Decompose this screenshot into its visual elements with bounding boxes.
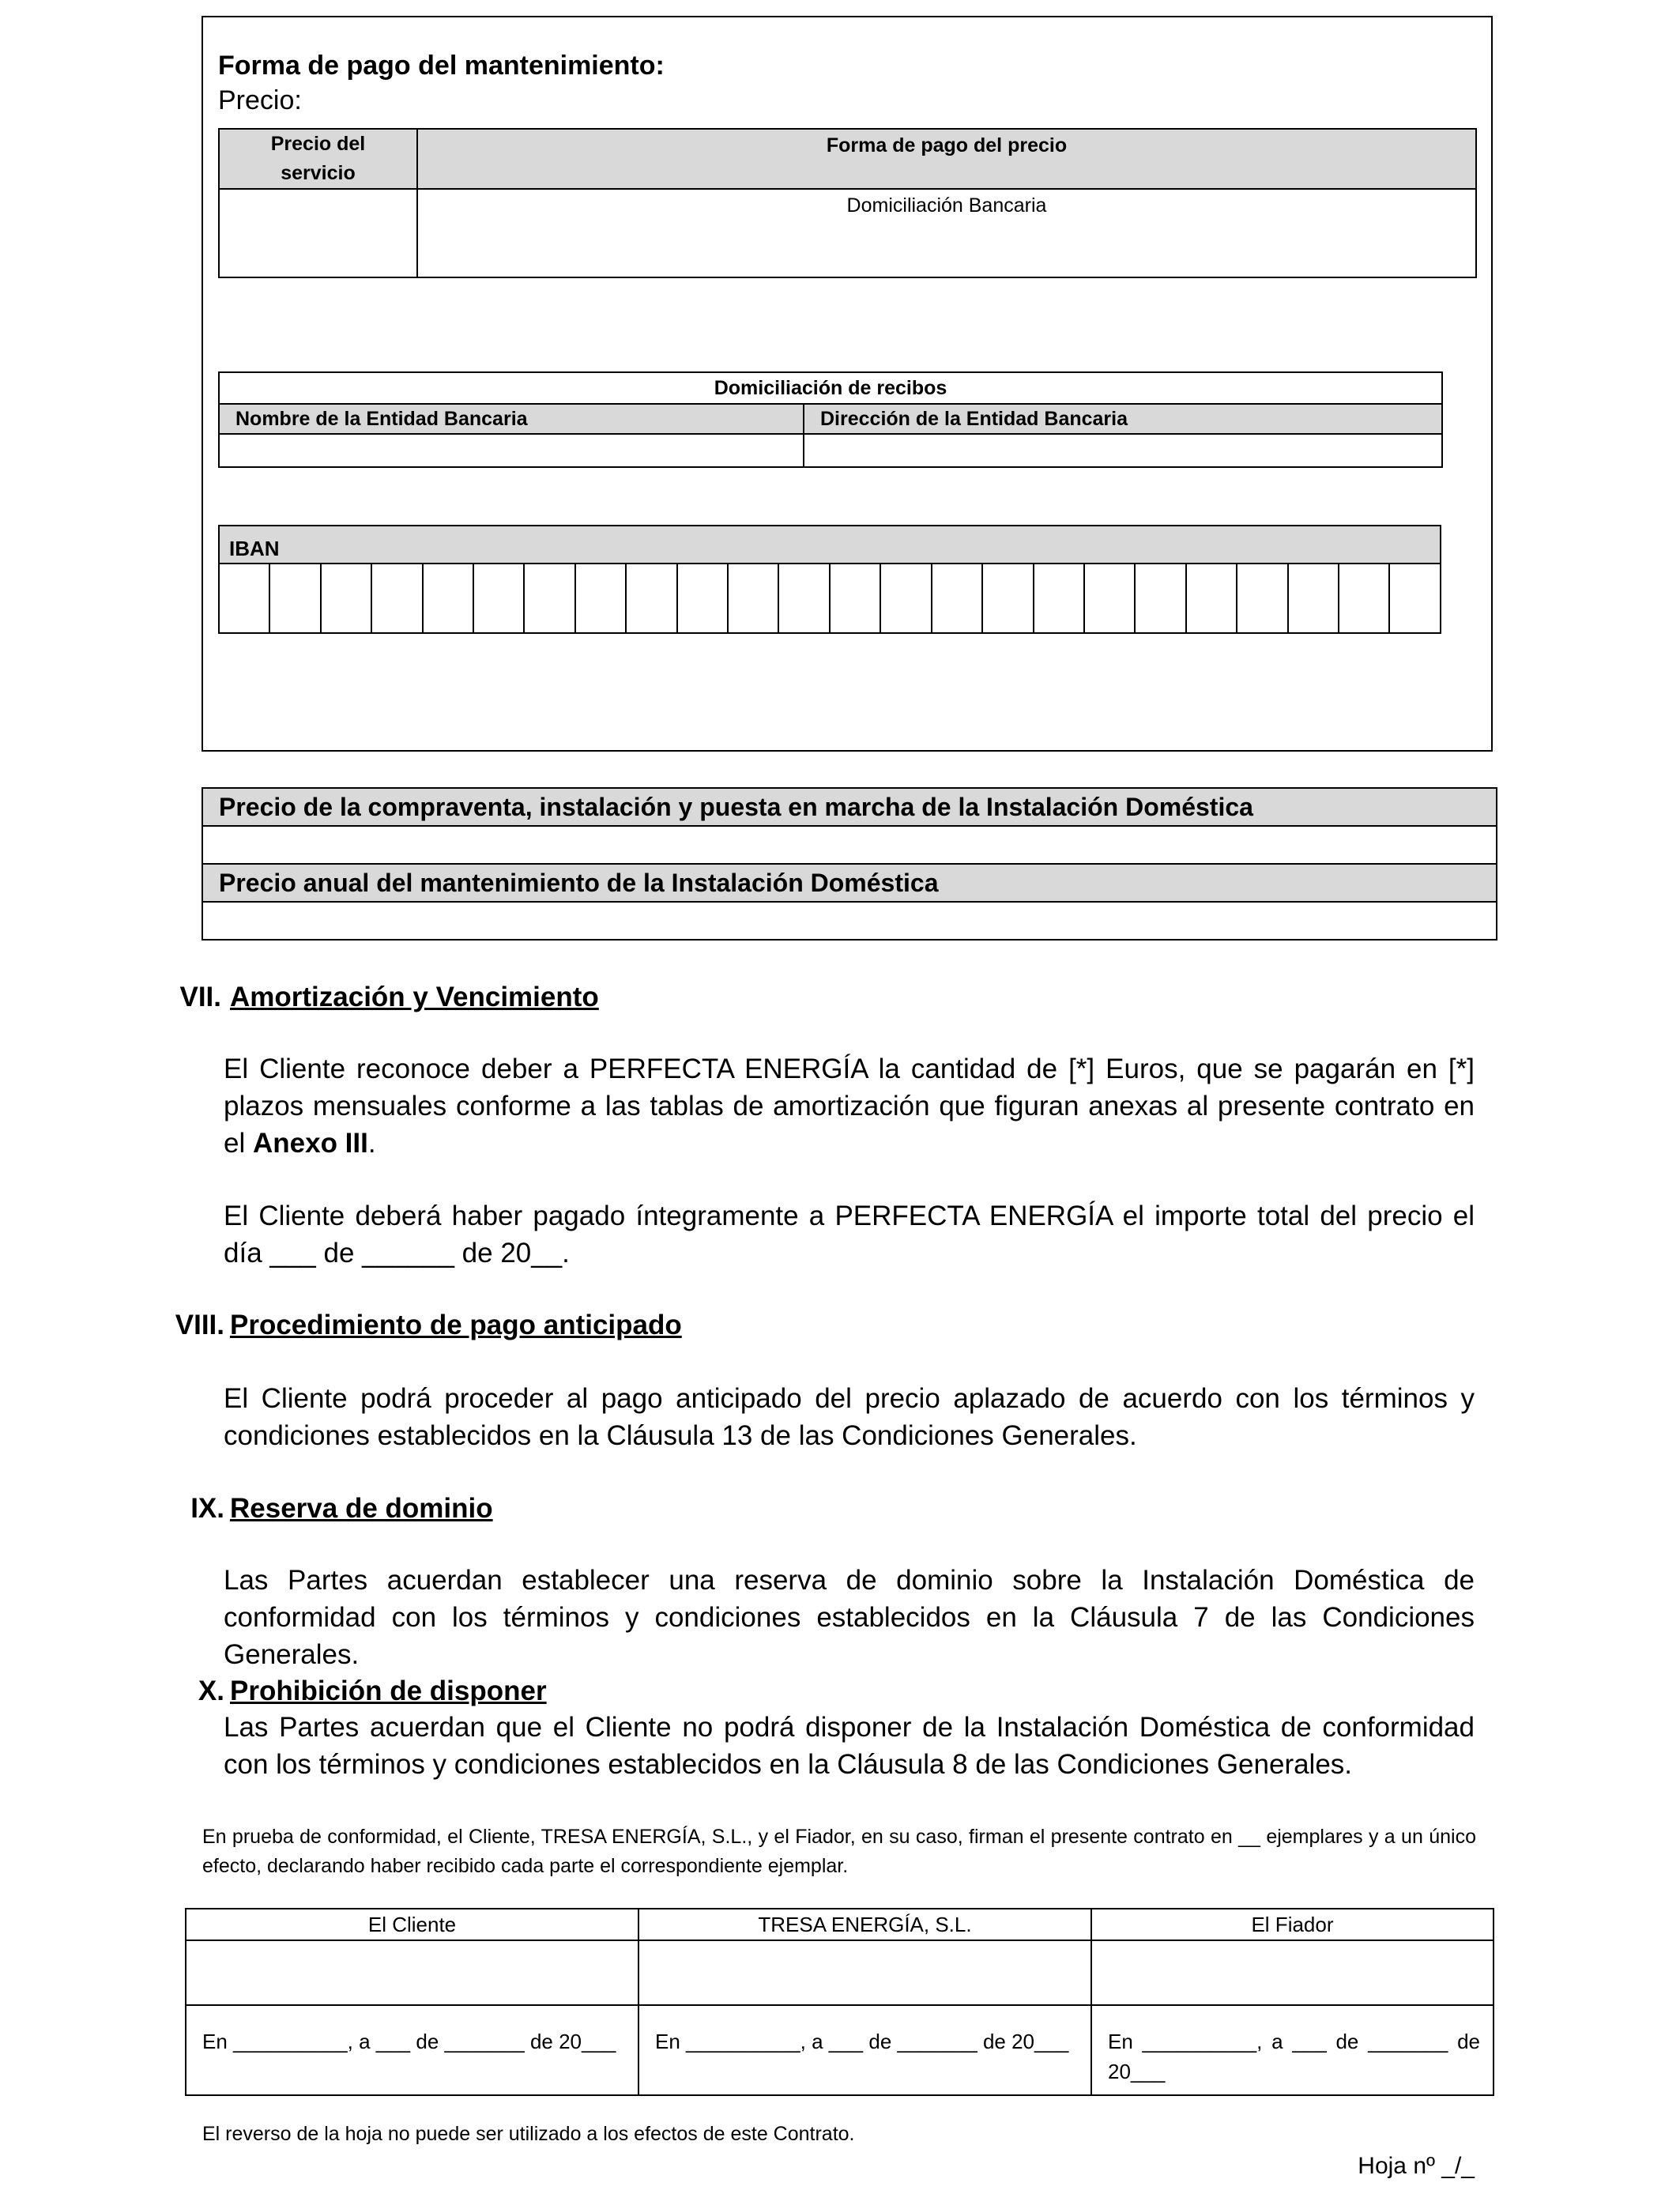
client-place-date: En __________, a ___ de _______ de 20___ <box>186 2005 638 2095</box>
iban-digit-cell[interactable] <box>778 564 829 633</box>
section-7-paragraph-1 <box>224 1050 1475 1162</box>
iban-digit-cell[interactable] <box>575 564 626 633</box>
reverse-note: El reverso de la hoja no puede ser utilizado a los efectos de este Contrato. <box>202 2123 855 2145</box>
iban-digit-cell[interactable] <box>677 564 728 633</box>
iban-digit-cell[interactable] <box>1389 564 1441 633</box>
bank-name-header: Nombre de la Entidad Bancaria <box>219 404 804 434</box>
iban-digit-cell[interactable] <box>1186 564 1237 633</box>
direct-debit-table <box>218 371 1443 468</box>
maintenance-price-header: Precio anual del mantenimiento de la Instalación Doméstica <box>202 864 1497 902</box>
signatures-table <box>185 1908 1494 2096</box>
section-9-paragraph: Las Partes acuerdan establecer una reserva de dominio sobre la Instalación Doméstica de conformidad con los términos y condiciones establecidos en la Cláusula 7 de las Condiciones Generales. <box>224 1565 1475 1670</box>
direct-debit-title: Domiciliación de recibos <box>219 372 1442 404</box>
section-7-paragraph-2: El Cliente deberá haber pagado íntegramente a PERFECTA ENERGÍA el importe total del precio el día ___ de ______ de 20__. <box>224 1201 1475 1269</box>
payment-method-header: Forma de pago del precio <box>417 129 1476 189</box>
price-label: Precio: <box>218 85 302 115</box>
section-10-title-text: Prohibición de disponer <box>230 1676 547 1706</box>
bank-address-header: Dirección de la Entidad Bancaria <box>804 404 1442 434</box>
iban-digit-cell[interactable] <box>423 564 473 633</box>
company-signature-field[interactable] <box>638 1940 1091 2005</box>
price-service-field[interactable] <box>219 189 417 277</box>
iban-digit-cell[interactable] <box>1135 564 1185 633</box>
section-8-paragraph: El Cliente podrá proceder al pago anticipado del precio aplazado de acuerdo con los términos y condiciones establecidos en la Cláusula 13 de las Condiciones Generales. <box>224 1383 1475 1451</box>
installation-prices-table <box>202 787 1497 941</box>
section-8-title-text: Procedimiento de pago anticipado <box>230 1310 682 1340</box>
bank-name-field[interactable] <box>219 434 804 467</box>
iban-table <box>218 525 1441 634</box>
section-10-title <box>230 1672 547 1710</box>
conformity-statement: En prueba de conformidad, el Cliente, TRESA ENERGÍA, S.L., y el Fiador, en su caso, firman el presente contrato en __ ejemplares y a un único efecto, declarando haber recibido cada parte el correspondiente ejemplar. <box>202 1826 1476 1877</box>
iban-digit-cell[interactable] <box>473 564 524 633</box>
section-9-number: IX. <box>190 1493 224 1524</box>
section-9-title <box>230 1490 493 1527</box>
guarantor-header: El Fiador <box>1091 1909 1494 1940</box>
annex-reference: Anexo III <box>252 1128 368 1159</box>
section-9-title-text: Reserva de dominio <box>230 1493 493 1524</box>
iban-label: IBAN <box>219 526 1441 564</box>
section-10-paragraph: Las Partes acuerdan que el Cliente no podrá disponer de la Instalación Doméstica de conformidad con los términos y condiciones establecidos en la Cláusula 8 de las Condiciones Generales. <box>224 1712 1475 1780</box>
iban-digit-cell[interactable] <box>1237 564 1287 633</box>
section-10-number: X. <box>198 1676 224 1706</box>
iban-digit-cell[interactable] <box>982 564 1033 633</box>
section-7-number: VII. <box>179 982 221 1012</box>
iban-digit-cell[interactable] <box>371 564 422 633</box>
iban-digit-cell[interactable] <box>728 564 778 633</box>
iban-digit-cell[interactable] <box>1288 564 1339 633</box>
iban-digit-cell[interactable] <box>1339 564 1389 633</box>
bank-address-field[interactable] <box>804 434 1442 467</box>
page-number: Hoja nº _/_ <box>1358 2153 1475 2179</box>
price-method-table <box>218 128 1477 278</box>
iban-digit-cell[interactable] <box>524 564 574 633</box>
price-service-header: Precio del servicio <box>219 129 417 189</box>
iban-digit-cell[interactable] <box>880 564 931 633</box>
payment-method-value: Domiciliación Bancaria <box>417 189 1476 277</box>
iban-digit-cell[interactable] <box>321 564 371 633</box>
company-place-date: En __________, a ___ de _______ de 20___ <box>638 2005 1091 2095</box>
company-header: TRESA ENERGÍA, S.L. <box>638 1909 1091 1940</box>
guarantor-place-date: En __________, a ___ de _______ de 20___ <box>1091 2005 1494 2095</box>
purchase-price-field[interactable] <box>202 826 1497 864</box>
maintenance-price-field[interactable] <box>202 902 1497 940</box>
iban-digit-cell[interactable] <box>269 564 320 633</box>
client-header: El Cliente <box>186 1909 638 1940</box>
iban-digit-cell[interactable] <box>932 564 982 633</box>
iban-digit-cell[interactable] <box>626 564 676 633</box>
purchase-price-header: Precio de la compraventa, instalación y puesta en marcha de la Instalación Doméstica <box>202 788 1497 826</box>
iban-digit-cell[interactable] <box>1084 564 1135 633</box>
section-8-title <box>230 1306 682 1344</box>
section-7-p1-text: El Cliente reconoce deber a PERFECTA ENERGÍA la cantidad de [*] Euros, que se pagarán en [*] plazos mensuales conforme a las tablas de amortización que figuran anexas al presente contrato en el <box>224 1054 1475 1159</box>
guarantor-signature-field[interactable] <box>1091 1940 1494 2005</box>
iban-digit-row <box>219 564 1441 633</box>
iban-digit-cell[interactable] <box>830 564 880 633</box>
iban-digit-cell[interactable] <box>219 564 269 633</box>
section-8-number: VIII. <box>175 1310 224 1340</box>
section-7-title <box>230 978 599 1016</box>
payment-title: Forma de pago del mantenimiento: <box>218 51 665 81</box>
client-signature-field[interactable] <box>186 1940 638 2005</box>
section-7-p1-end: . <box>367 1128 376 1159</box>
section-7-title-text: Amortización y Vencimiento <box>230 982 599 1012</box>
iban-digit-cell[interactable] <box>1034 564 1084 633</box>
